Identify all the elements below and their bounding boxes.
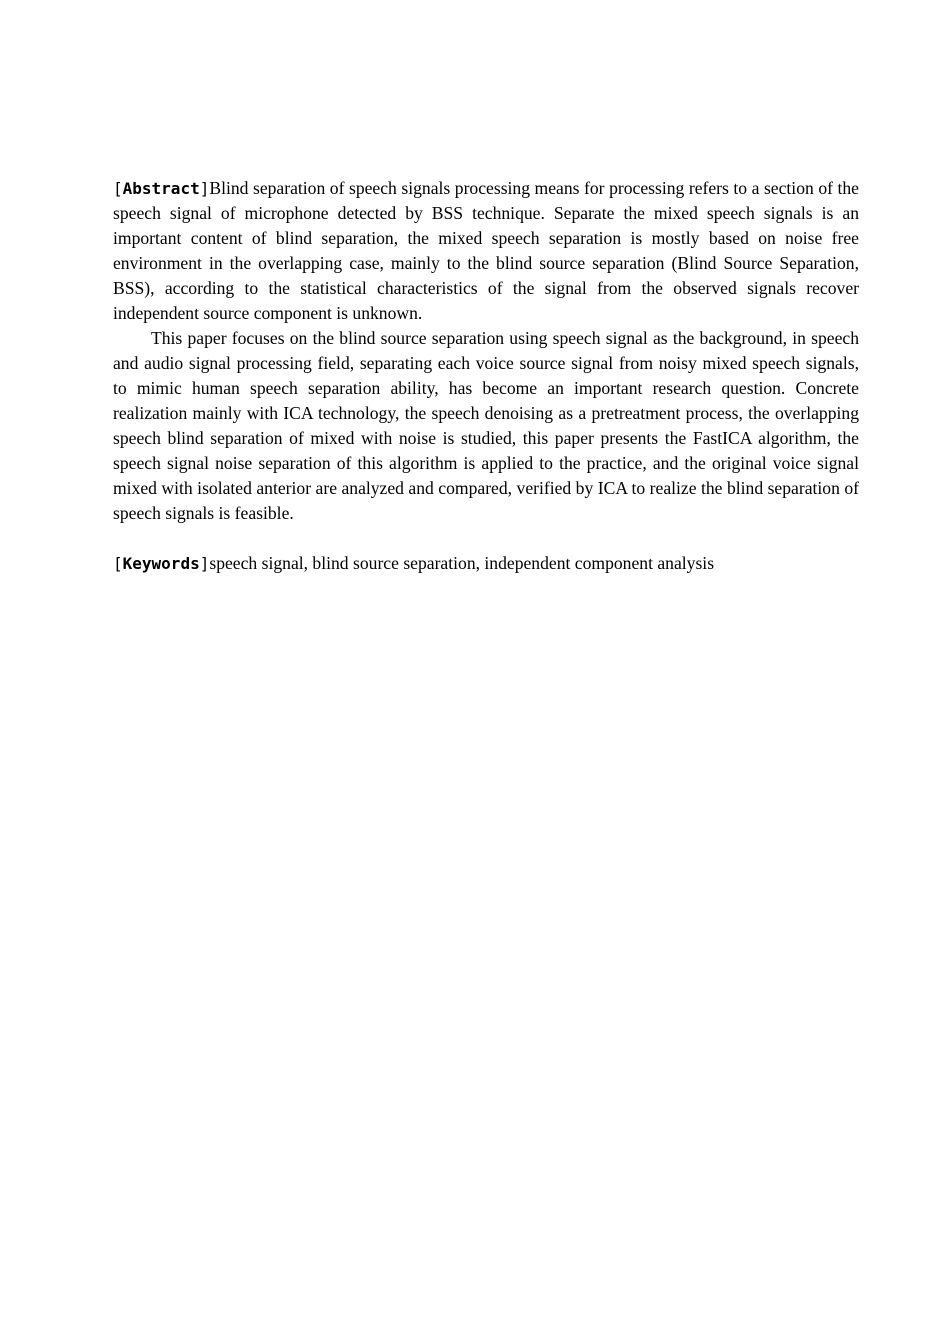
abstract-label: Abstract: [122, 179, 200, 198]
keywords-close-bracket: ]: [199, 554, 210, 573]
abstract-paragraph-1: [113, 176, 859, 326]
keywords-text: speech signal, blind source separation, independent component analysis: [209, 553, 715, 573]
keywords-label: Keywords: [122, 554, 200, 573]
keywords-line: [113, 551, 859, 576]
abstract-paragraph-2: This paper focuses on the blind source separation using speech signal as the background, in speech and audio signal processing field, separating each voice source signal from noisy mixed speech signals, to mimic human speech separation ability, has become an important research question. Concrete realization mainly with ICA technology, the speech denoising as a pretreatment process, the overlapping speech blind separation of mixed with noise is studied, this paper presents the FastICA algorithm, the speech signal noise separation of this algorithm is applied to the practice, and the original voice signal mixed with isolated anterior are analyzed and compared, verified by ICA to realize the blind separation of speech signals is feasible.: [113, 328, 859, 523]
abstract-text-1: Blind separation of speech signals processing means for processing refers to a section of the speech signal of microphone detected by BSS technique. Separate the mixed speech signals is an important content of blind separation, the mixed speech separation is mostly based on noise free environment in the overlapping case, mainly to the blind source separation (Blind Source Separation, BSS), according to the statistical characteristics of the signal from the observed signals recover independent source component is unknown.: [113, 178, 859, 323]
keywords-open-bracket: [: [113, 554, 123, 573]
abstract-open-bracket: [: [113, 179, 123, 198]
abstract-close-bracket: ]: [199, 179, 210, 198]
document-page: [113, 176, 859, 576]
